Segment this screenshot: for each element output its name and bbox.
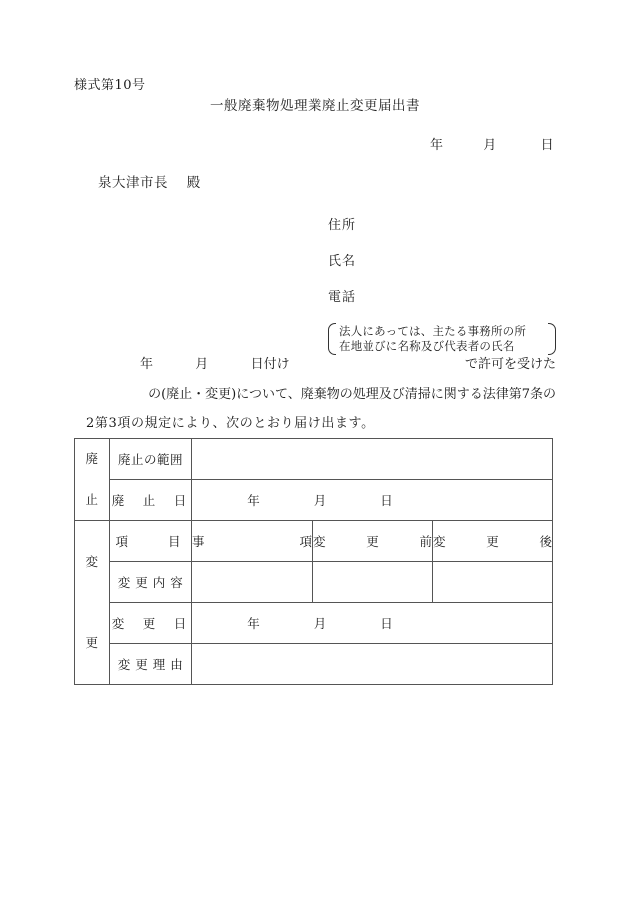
body-line-2: の(廃止・変更)について、廃棄物の処理及び清掃に関する法律第7条の: [148, 387, 556, 402]
table-row: [75, 562, 553, 603]
permit-date-line: [74, 353, 556, 372]
table-row: [75, 521, 553, 562]
table-row: [75, 603, 553, 644]
haishi-date-month: 月: [313, 493, 327, 508]
column-header-before-char-2: 更: [366, 534, 379, 549]
column-header-matter-char-2: 項: [299, 534, 312, 549]
corporate-note-line-2: 在地並びに名称及び代表者の氏名: [339, 339, 515, 353]
value-cell-change-date[interactable]: [192, 603, 553, 644]
addressee-name: 泉大津市長: [98, 175, 168, 191]
change-date-year: 年: [247, 616, 260, 631]
applicant-block: [328, 214, 556, 356]
row-label-change-content: 変 更 内 容: [110, 562, 192, 603]
table-row: [75, 480, 553, 521]
category-cell-henko: [75, 521, 110, 685]
row-label-haishi-range: 廃止の範囲: [110, 439, 192, 480]
permit-month-label: 月: [195, 357, 209, 372]
haishi-date-year: 年: [247, 493, 260, 508]
change-date-day: 日: [380, 616, 393, 631]
value-cell-haishi-date[interactable]: [192, 480, 553, 521]
value-cell-haishi-range[interactable]: [192, 439, 553, 480]
column-header-before-char-3: 前: [419, 534, 432, 549]
notification-table: [74, 438, 553, 685]
column-header-after-char-1: 変: [433, 534, 446, 549]
column-header-before-char-1: 変: [313, 534, 326, 549]
value-cell-change-after[interactable]: [433, 562, 553, 603]
row-label-change-date: 変 更 日: [110, 603, 192, 644]
applicant-name-label: 氏名: [328, 254, 357, 269]
corporate-note: [328, 322, 556, 356]
change-date-month: 月: [313, 616, 327, 631]
column-header-matter: [192, 521, 313, 562]
value-cell-change-before[interactable]: [313, 562, 433, 603]
bracket-left-icon: [328, 322, 336, 356]
corporate-note-text: [336, 322, 548, 356]
row-label-haishi-date: 廃 止 日: [110, 480, 192, 521]
body-line-3-text: 2第3項の規定により、次のとおり届け出ます。: [86, 416, 375, 431]
haishi-date-day: 日: [380, 493, 393, 508]
permit-day-label: 日付け: [250, 357, 290, 372]
value-cell-change-reason[interactable]: [192, 644, 553, 685]
category-cell-haishi: [75, 439, 110, 521]
value-cell-change-matter[interactable]: [192, 562, 313, 603]
applicant-address-label: 住所: [328, 218, 357, 233]
permit-year-label: 年: [140, 357, 154, 372]
column-header-before: [313, 521, 433, 562]
submission-date-line: [430, 134, 554, 153]
date-month-label: 月: [483, 138, 497, 153]
bracket-right-icon: [548, 322, 556, 356]
column-header-matter-char-1: 事: [192, 534, 205, 549]
table-row: [75, 644, 553, 685]
addressee-honorific: 殿: [186, 175, 201, 191]
category-haishi-char-2: 止: [85, 491, 99, 507]
body-line-3: [74, 412, 556, 431]
addressee-line: [98, 171, 201, 191]
page-title: 一般廃棄物処理業廃止変更届出書: [210, 98, 420, 114]
permit-tail-text: で許可を受けた: [464, 357, 556, 372]
row-label-item: 項 目: [110, 521, 192, 562]
column-header-after-char-3: 後: [539, 534, 553, 549]
row-label-change-reason: 変 更 理 由: [110, 644, 192, 685]
column-header-after-char-2: 更: [486, 534, 499, 549]
date-day-label: 日: [540, 138, 554, 153]
category-henko-char-2: 更: [85, 635, 99, 651]
date-year-label: 年: [430, 138, 444, 153]
column-header-after: [433, 521, 553, 562]
corporate-note-line-1: 法人にあっては、主たる事務所の所: [339, 324, 527, 338]
category-henko-char-1: 変: [85, 553, 99, 569]
category-haishi-char-1: 廃: [85, 451, 99, 467]
applicant-phone-label: 電話: [328, 290, 357, 305]
form-number: 様式第10号: [74, 78, 146, 93]
table-row: [75, 439, 553, 480]
